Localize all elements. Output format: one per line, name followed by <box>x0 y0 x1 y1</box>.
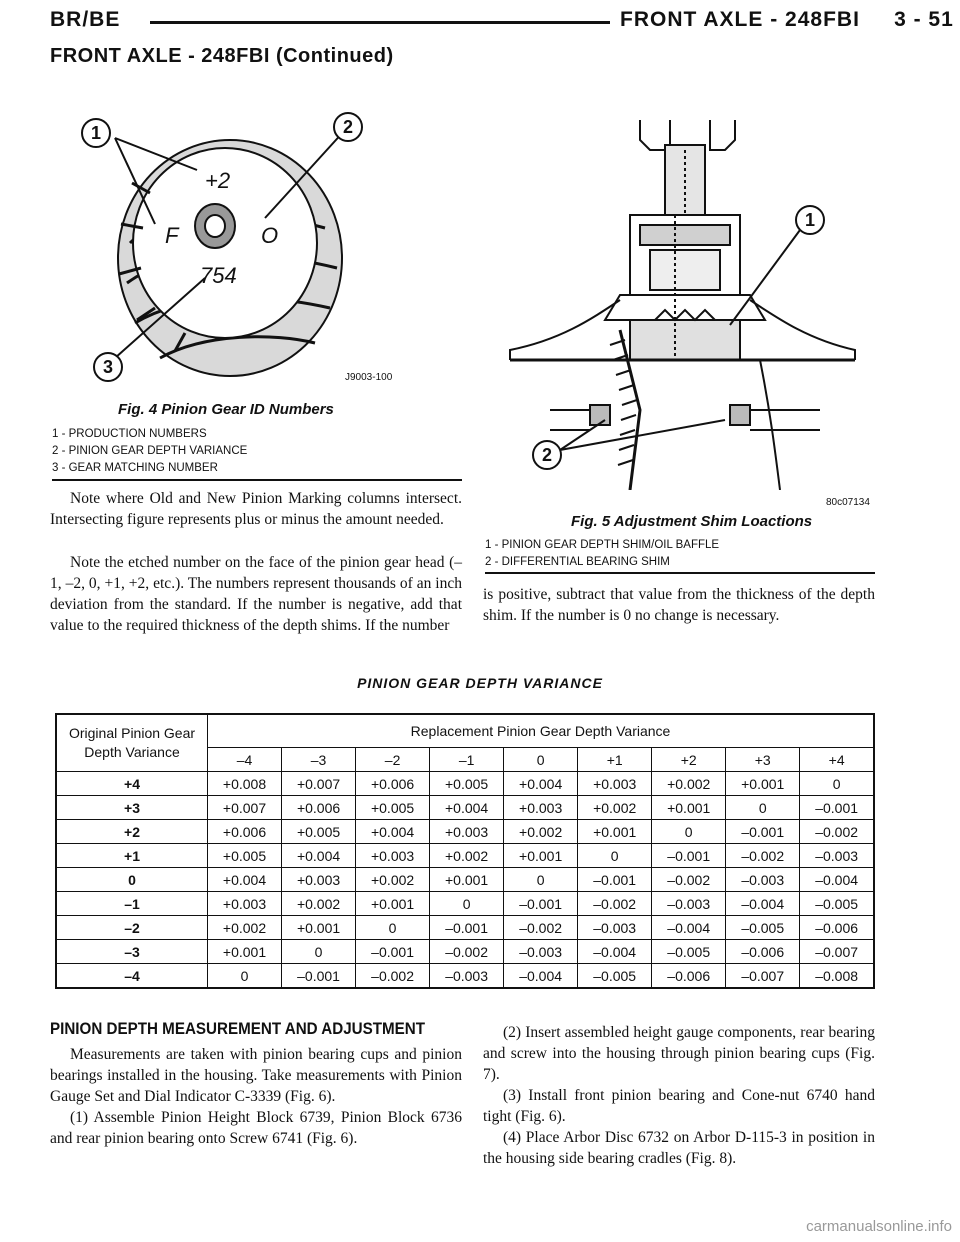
table-cell: –0.003 <box>652 892 726 916</box>
table-cell: 0 <box>652 820 726 844</box>
fig5-image-id: 80c07134 <box>826 497 870 508</box>
table-body <box>56 772 874 989</box>
fig4-legend-item-2: 2 - PINION GEAR DEPTH VARIANCE <box>52 445 248 457</box>
table-cell: –0.006 <box>800 916 874 940</box>
table-cell: +0.004 <box>282 844 356 868</box>
table-cell: +0.002 <box>356 868 430 892</box>
section-left-column <box>50 1044 462 1149</box>
pinion-gear-drawing <box>75 108 395 398</box>
footer-watermark[interactable]: carmanualsonline.info <box>806 1218 952 1235</box>
table-cell: +0.006 <box>282 796 356 820</box>
table-cell: +0.003 <box>430 820 504 844</box>
table-column-header: +1 <box>578 748 652 772</box>
table-cell: 0 <box>726 796 800 820</box>
table-cell: +0.003 <box>208 892 282 916</box>
fig4-callout-2: 2 <box>333 112 363 142</box>
header-rule <box>150 21 610 24</box>
table-cell: –0.001 <box>504 892 578 916</box>
table-cell: –0.001 <box>726 820 800 844</box>
table-cell: +0.003 <box>356 844 430 868</box>
table-cell: –0.005 <box>800 892 874 916</box>
table-row-label: –4 <box>56 964 208 989</box>
table-cell: +0.007 <box>208 796 282 820</box>
table-column-header: –2 <box>356 748 430 772</box>
fig5-title: Fig. 5 Adjustment Shim Loactions <box>571 513 813 530</box>
table-row-label: 0 <box>56 868 208 892</box>
table-column-header: +2 <box>652 748 726 772</box>
table-cell: +0.003 <box>504 796 578 820</box>
table-column-header: –1 <box>430 748 504 772</box>
table-row <box>56 820 874 844</box>
table-cell: +0.001 <box>282 916 356 940</box>
table-cell: –0.002 <box>356 964 430 989</box>
table-cell: –0.001 <box>800 796 874 820</box>
table-cell: 0 <box>430 892 504 916</box>
table-cell: +0.003 <box>282 868 356 892</box>
table-cell: +0.004 <box>208 868 282 892</box>
table-row <box>56 772 874 796</box>
table-cell: –0.007 <box>800 940 874 964</box>
table-row-label: +1 <box>56 844 208 868</box>
fig5-illustration <box>490 110 875 490</box>
table-cell: +0.005 <box>208 844 282 868</box>
section-right-column <box>483 1022 875 1169</box>
table-row <box>56 940 874 964</box>
table-cell: 0 <box>356 916 430 940</box>
table-cell: 0 <box>282 940 356 964</box>
table-cell: +0.001 <box>430 868 504 892</box>
table-corner-label: Original Pinion Gear Depth Variance <box>56 714 208 772</box>
table-row-label: –3 <box>56 940 208 964</box>
table-cell: +0.004 <box>430 796 504 820</box>
table-cell: +0.001 <box>504 844 578 868</box>
table-cell: +0.001 <box>652 796 726 820</box>
fig5-legend-item-1: 1 - PINION GEAR DEPTH SHIM/OIL BAFFLE <box>485 539 720 551</box>
table-group-label: Replacement Pinion Gear Depth Variance <box>208 714 875 748</box>
table-cell: –0.001 <box>282 964 356 989</box>
fig5-callout-2: 2 <box>532 440 562 470</box>
table-cell: –0.003 <box>504 940 578 964</box>
table-cell: –0.001 <box>652 844 726 868</box>
section-paragraph-step3: (3) Install front pinion bearing and Cone-nut 6740 hand tight (Fig. 6). <box>483 1087 875 1125</box>
table-cell: –0.002 <box>430 940 504 964</box>
table-cell: –0.004 <box>652 916 726 940</box>
table-cell: –0.003 <box>800 844 874 868</box>
table-cell: –0.002 <box>578 892 652 916</box>
table-cell: –0.005 <box>726 916 800 940</box>
fig4-rule <box>52 479 462 481</box>
header-section-page: FRONT AXLE - 248FBI 3 - 51 <box>620 8 954 31</box>
table-cell: –0.004 <box>504 964 578 989</box>
table-row <box>56 916 874 940</box>
gear-mark-f: F <box>165 223 179 248</box>
paragraph-positive-number: is positive, subtract that value from the thickness of the depth shim. If the number is 0 no change is necessary. <box>483 586 875 624</box>
table-cell: –0.001 <box>356 940 430 964</box>
table-cell: –0.003 <box>430 964 504 989</box>
table-cell: –0.006 <box>652 964 726 989</box>
table-cell: +0.002 <box>652 772 726 796</box>
gear-mark-o: O <box>261 223 279 248</box>
header-model: BR/BE <box>50 8 121 31</box>
table-cell: +0.001 <box>578 820 652 844</box>
table-cell: +0.005 <box>430 772 504 796</box>
section-paragraph-step4: (4) Place Arbor Disc 6732 on Arbor D-115-3 in position in the housing side bearing cradles (Fig. 8). <box>483 1129 875 1167</box>
table-cell: 0 <box>208 964 282 989</box>
table-cell: –0.003 <box>726 868 800 892</box>
table-cell: +0.002 <box>430 844 504 868</box>
table-cell: 0 <box>800 772 874 796</box>
fig4-legend-item-3: 3 - GEAR MATCHING NUMBER <box>52 462 218 474</box>
table-cell: +0.007 <box>282 772 356 796</box>
table-cell: –0.002 <box>652 868 726 892</box>
table-cell: +0.004 <box>504 772 578 796</box>
table-row <box>56 796 874 820</box>
fig4-callout-3: 3 <box>93 352 123 382</box>
table-cell: –0.001 <box>578 868 652 892</box>
table-cell: –0.004 <box>800 868 874 892</box>
table-cell: +0.001 <box>356 892 430 916</box>
table-cell: +0.002 <box>578 796 652 820</box>
fig4-legend-item-1: 1 - PRODUCTION NUMBERS <box>52 428 207 440</box>
table-cell: –0.002 <box>726 844 800 868</box>
fig4-title: Fig. 4 Pinion Gear ID Numbers <box>118 401 334 418</box>
table-cell: +0.002 <box>282 892 356 916</box>
section-paragraph-step1: (1) Assemble Pinion Height Block 6739, Pinion Block 6736 and rear pinion bearing onto Screw 6741 (Fig. 6). <box>50 1109 462 1147</box>
table-column-header: –3 <box>282 748 356 772</box>
table-cell: +0.006 <box>208 820 282 844</box>
fig5-callout-1: 1 <box>795 205 825 235</box>
table-column-header: +4 <box>800 748 874 772</box>
table-cell: –0.001 <box>430 916 504 940</box>
section-paragraph-step2: (2) Insert assembled height gauge components, rear bearing and screw into the housing through pinion bearing cups (Fig. 7). <box>483 1024 875 1083</box>
gear-mark-plus2: +2 <box>205 168 231 193</box>
table-row-label: +3 <box>56 796 208 820</box>
table-row-label: –1 <box>56 892 208 916</box>
paragraph-intersect: Note where Old and New Pinion Marking columns intersect. Intersecting figure represents plus or minus the amount needed. <box>50 490 462 528</box>
table-row <box>56 844 874 868</box>
table-cell: –0.004 <box>726 892 800 916</box>
table-cell: +0.006 <box>356 772 430 796</box>
table-cell: +0.003 <box>578 772 652 796</box>
fig5-rule <box>485 572 875 574</box>
table-cell: –0.002 <box>800 820 874 844</box>
table-row-label: +2 <box>56 820 208 844</box>
table-column-header: 0 <box>504 748 578 772</box>
gear-mark-754: 754 <box>200 263 237 288</box>
table-column-header: +3 <box>726 748 800 772</box>
fig4-callout-1: 1 <box>81 118 111 148</box>
fig5-legend <box>485 537 719 571</box>
table-cell: –0.004 <box>578 940 652 964</box>
depth-variance-table <box>55 713 875 989</box>
table-column-header: –4 <box>208 748 282 772</box>
fig4-illustration <box>75 108 395 398</box>
table-cell: –0.005 <box>652 940 726 964</box>
fig4-image-id: J9003-100 <box>345 372 393 383</box>
table-cell: +0.004 <box>356 820 430 844</box>
table-cell: +0.005 <box>282 820 356 844</box>
fig5-legend-item-2: 2 - DIFFERENTIAL BEARING SHIM <box>485 556 670 568</box>
table-cell: +0.005 <box>356 796 430 820</box>
table-row <box>56 964 874 989</box>
table-row-label: –2 <box>56 916 208 940</box>
table-row <box>56 868 874 892</box>
table-row <box>56 892 874 916</box>
table-cell: –0.007 <box>726 964 800 989</box>
table-cell: +0.001 <box>208 940 282 964</box>
table-title: PINION GEAR DEPTH VARIANCE <box>357 675 603 691</box>
continued-title: FRONT AXLE - 248FBI (Continued) <box>50 45 394 67</box>
table-cell: 0 <box>504 868 578 892</box>
table-cell: –0.008 <box>800 964 874 989</box>
table-cell: –0.002 <box>504 916 578 940</box>
table-row-label: +4 <box>56 772 208 796</box>
table-cell: –0.006 <box>726 940 800 964</box>
table-cell: +0.002 <box>208 916 282 940</box>
axle-cross-section-drawing <box>490 110 875 490</box>
section-title: PINION DEPTH MEASUREMENT AND ADJUSTMENT <box>50 1020 426 1038</box>
table-cell: +0.008 <box>208 772 282 796</box>
fig4-legend <box>52 426 247 477</box>
table-cell: –0.005 <box>578 964 652 989</box>
paragraph-etched-number: Note the etched number on the face of the pinion gear head (–1, –2, 0, +1, +2, etc.). The numbers represent thousands of an inch deviation from the standard. If the number is negative, add that value to the required thickness of the depth shims. If the number <box>50 554 462 634</box>
section-paragraph-measurements: Measurements are taken with pinion bearing cups and pinion bearings installed in the housing. Take measurements with Pinion Gauge Set and Dial Indicator C-3339 (Fig. 6). <box>50 1046 462 1105</box>
table-cell: –0.003 <box>578 916 652 940</box>
table-cell: 0 <box>578 844 652 868</box>
table-cell: +0.002 <box>504 820 578 844</box>
table-cell: +0.001 <box>726 772 800 796</box>
